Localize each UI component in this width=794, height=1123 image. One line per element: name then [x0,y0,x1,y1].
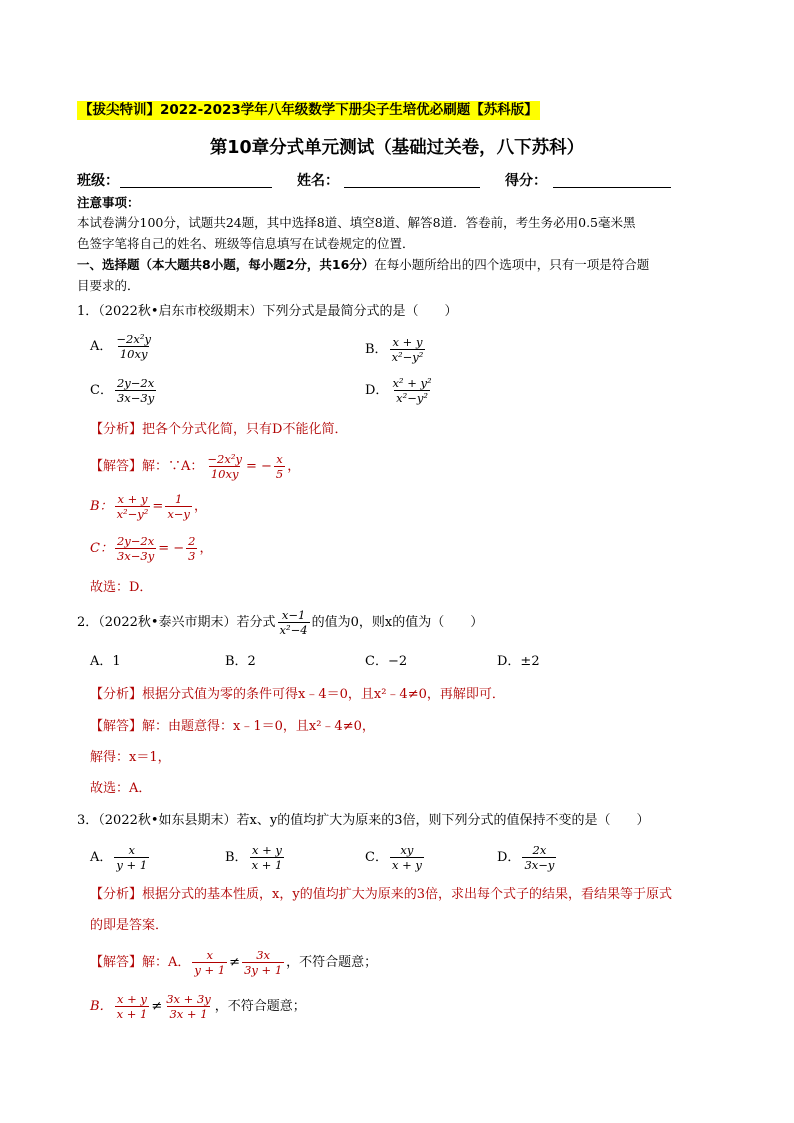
q3-answer-a-neq: ≠ [229,955,241,970]
q2-answer-text: 解：由题意得：x﹣1＝0，且x²﹣4≠0， [142,719,375,734]
q2-solve: 解得：x＝1， [90,750,171,765]
q1-option-d-num: x² + y² [392,376,432,390]
q1-answer-c [90,532,212,566]
q1-option-b-num: x + y [392,335,423,349]
q3-option-b-label: B． [225,850,248,865]
q3-answer-a-lhs-num: x [206,948,214,962]
q3-answer-a-rhs-den: 3y + 1 [244,963,283,977]
q1-answer-c-lhs [115,534,156,563]
q2-option-c[interactable]: C．−2 [365,654,408,669]
class-field[interactable] [120,187,272,188]
q1-analysis-tag: 【分析】 [90,422,143,437]
notes-heading: 注意事项： [77,195,140,210]
class-label: 班级： [77,173,119,189]
q3-option-a[interactable] [90,841,151,875]
q1-answer-c-label: C： [90,541,113,556]
q1-option-a-fraction [114,332,153,361]
q3-answer-b [90,990,306,1024]
q1-answer-a-rhs-den: 5 [275,467,284,481]
q1-answer-b-rhs [165,492,192,521]
q1-answer-intro: 解：∵A： [142,459,204,474]
q2-analysis-tag: 【分析】 [90,687,143,702]
q2-choice: 故选：A． [90,781,152,796]
q2-answer [90,719,375,735]
q1-answer-b-rhs-num: 1 [174,492,183,506]
notes-line-2: 色签字笔将自己的姓名、班级等信息填写在试卷规定的位置． [77,236,415,251]
q3-answer-a-lhs [192,948,227,977]
q3-option-b-den: x + 1 [251,858,283,872]
q3-answer-tag: 【解答】 [90,955,143,970]
q1-answer-b-rhs-den: x−y [167,507,190,521]
score-label: 得分： [505,173,547,189]
q2-stem-post: 的值为0，则x的值为（ ） [311,615,484,630]
q3-stem: 3．（2022秋•如东县期末）若x、y的值均扩大为原来的3倍，则下列分式的值保持不变的是（ ） [77,813,650,828]
q1-answer-b [90,490,207,524]
q1-option-b-label: B． [365,342,388,357]
section-heading [77,257,649,273]
q3-answer-b-rhs-den: 3x + 1 [169,1007,208,1021]
q1-option-a-num: −2x²y [116,332,151,346]
section-desc-1: 在每小题所给出的四个选项中，只有一项是符合题 [374,257,650,272]
q2-answer-tag: 【解答】 [90,719,143,734]
q1-answer-c-rhs-num: 2 [188,534,196,548]
q3-option-d-label: D． [497,850,521,865]
q1-option-c-den: 3x−3y [116,391,155,405]
q1-analysis-text: 把各个分式化简，只有D不能化简． [142,422,348,437]
q1-answer-c-rhs-den: 3 [188,549,196,563]
q2-option-b[interactable]: B．2 [225,654,256,669]
q3-option-b-num: x + y [251,843,282,857]
q3-answer-b-lhs [115,992,150,1021]
q3-option-c[interactable] [365,841,426,875]
q3-analysis-tag: 【分析】 [90,887,143,902]
q1-choice: 故选：D． [90,580,153,595]
q1-stem: 1．（2022秋•启东市校级期末）下列分式是最简分式的是（ ） [77,304,458,319]
q3-answer-b-rhs [164,992,213,1021]
q3-option-b-fraction [250,843,285,872]
q3-option-d[interactable] [497,841,558,875]
q1-option-c-fraction [115,376,156,405]
q2-analysis-text: 根据分式值为零的条件可得x﹣4＝0，且x²﹣4≠0，再解即可． [142,687,505,702]
q1-answer-b-lhs-den: x²−y² [116,507,149,521]
q3-answer-b-note: ，不符合题意； [214,999,306,1014]
q1-answer-b-eq: = [152,499,164,514]
q1-option-a-label: A． [90,339,113,354]
q1-option-d-label: D． [365,383,389,398]
q1-answer-b-label: B： [90,499,113,514]
q1-option-b[interactable] [365,333,427,367]
q1-answer-tag: 【解答】 [90,459,143,474]
q1-option-b-fraction [390,335,426,364]
q1-option-c-num: 2y−2x [116,376,155,390]
q3-option-d-den: 3x−y [524,858,555,872]
q2-option-d[interactable]: D．±2 [497,654,540,669]
q2-stem-num: x−1 [281,608,306,622]
score-field[interactable] [553,187,671,188]
q1-answer-a-rhs-num: x [276,452,283,466]
q1-answer-a-sign: = − [245,459,272,474]
q2-stem [77,606,483,640]
q3-option-c-den: x + y [391,858,422,872]
q1-answer-c-lhs-den: 3x−3y [116,549,155,563]
q3-analysis-1 [90,887,672,903]
q1-answer-c-comma: ， [199,541,213,556]
q3-option-a-num: x [128,843,136,857]
q1-analysis [90,422,347,438]
q3-answer-a-lhs-den: y + 1 [194,963,226,977]
q2-stem-pre: 2．（2022秋•泰兴市期末）若分式 [77,615,276,630]
q3-option-d-num: 2x [532,843,547,857]
notes-line-1: 本试卷满分100分，试题共24题，其中选择8道、填空8道、解答8道．答卷前，考生务必用0.5毫米黑 [77,215,636,230]
q1-option-d-den: x²−y² [396,391,428,405]
q1-option-a-den: 10xy [119,347,148,361]
q3-answer-a-note: ，不符合题意； [286,955,378,970]
q3-answer-intro: 解：A． [142,955,191,970]
q3-option-a-label: A． [90,850,113,865]
q3-answer-b-label: B． [90,999,113,1014]
q3-answer-b-rhs-num: 3x + 3y [166,992,211,1006]
q1-answer-c-sign: = − [158,541,185,556]
q2-stem-den: x²−4 [279,623,308,637]
q1-option-b-den: x²−y² [391,350,424,364]
q1-answer-b-lhs [115,492,151,521]
q1-answer-c-rhs [186,534,197,563]
q1-answer-c-lhs-num: 2y−2x [116,534,155,548]
q3-option-c-num: xy [400,843,414,857]
q3-answer-b-neq: ≠ [151,999,163,1014]
q2-stem-fraction [278,608,310,637]
q1-option-a[interactable] [90,330,155,364]
q3-option-a-den: y + 1 [116,858,148,872]
q3-answer-a-rhs [242,948,284,977]
q3-option-d-fraction [522,843,556,872]
q1-answer-a-rhs [274,452,285,481]
q3-analysis-2: 的即是答案． [90,918,169,933]
page-title: 第10章分式单元测试（基础过关卷，八下苏科） [209,138,585,158]
q1-option-c[interactable] [90,374,158,408]
q2-analysis [90,687,505,703]
q1-option-d-fraction [390,376,433,405]
name-label: 姓名： [297,173,339,189]
header-banner: 【拔尖特训】2022-2023学年八年级数学下册尖子生培优必刷题【苏科版】 [79,102,538,118]
q3-option-c-label: C． [365,850,388,865]
q3-option-c-fraction [390,843,424,872]
q3-answer-a-rhs-num: 3x [256,948,271,962]
section-desc-2: 目要求的． [77,278,140,293]
q1-answer-a-lhs-num: −2x²y [207,452,242,466]
section-heading-bold: 一、选择题（本大题共8小题，每小题2分，共16分） [77,257,375,272]
q3-option-b[interactable] [225,841,286,875]
q3-option-a-fraction [114,843,149,872]
q1-answer-a-lhs [205,452,244,481]
q1-answer-a-comma: ， [287,459,301,474]
q3-answer-a [90,946,377,980]
q3-answer-b-lhs-den: x + 1 [116,1007,148,1021]
name-field[interactable] [344,187,480,188]
q1-answer-b-lhs-num: x + y [117,492,148,506]
q1-answer-b-comma: ， [193,499,207,514]
q1-option-c-label: C． [90,383,113,398]
q1-answer-a-lhs-den: 10xy [210,467,239,481]
q1-option-d[interactable] [365,374,436,408]
q3-analysis-text-1: 根据分式的基本性质，x，y的值均扩大为原来的3倍，求出每个式子的结果，看结果等于原式 [142,887,672,902]
q1-answer-a [90,450,300,484]
q3-answer-b-lhs-num: x + y [116,992,147,1006]
q2-option-a[interactable]: A．1 [90,654,121,669]
